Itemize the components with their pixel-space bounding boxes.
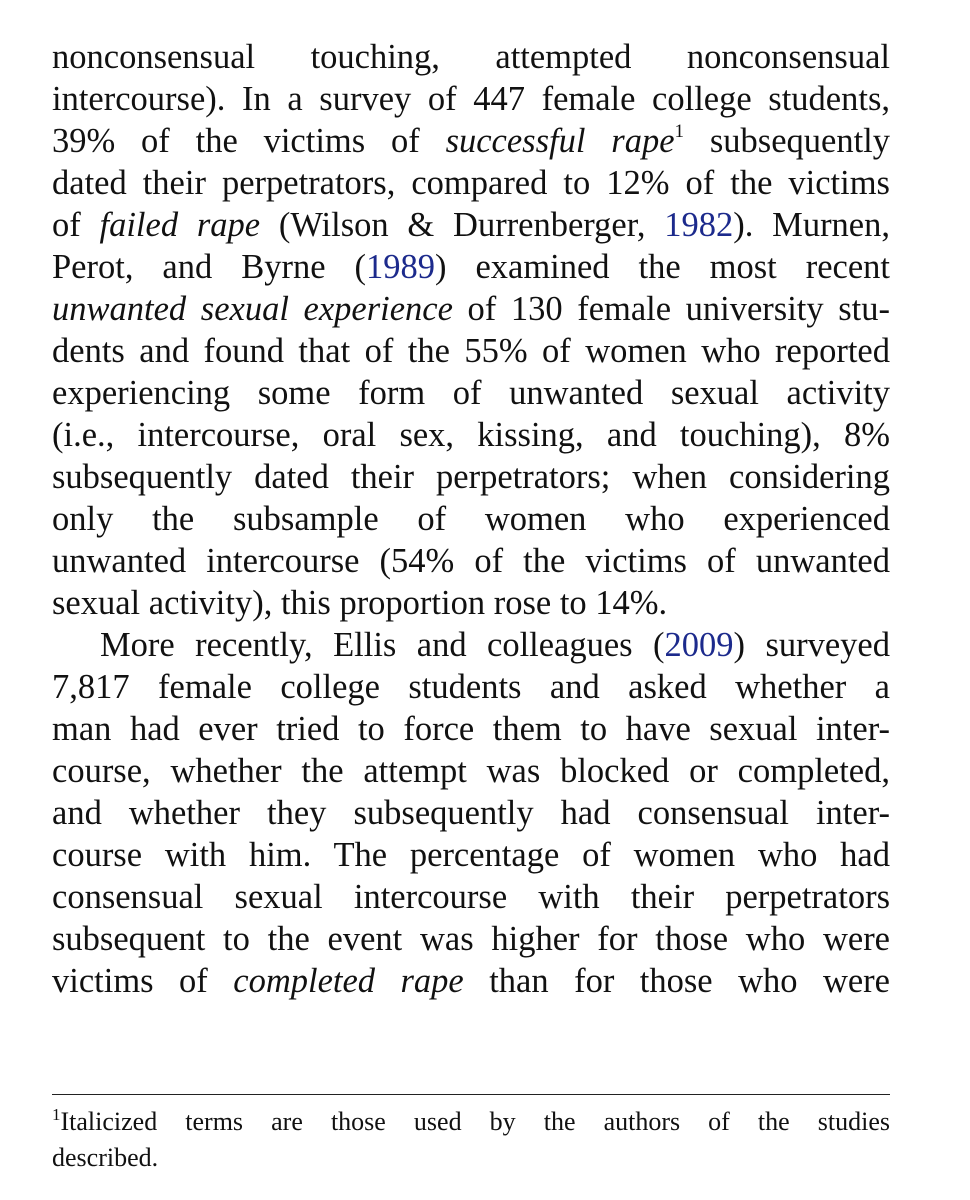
text-run: dents and found that of the 55% of women who reported — [52, 332, 890, 370]
citation-year-link[interactable]: 2009 — [664, 626, 734, 664]
italic-term: unwanted sexual experience — [52, 290, 453, 328]
text-line — [52, 78, 890, 120]
footnote — [52, 1104, 890, 1176]
text-line — [52, 792, 890, 834]
text-line — [52, 456, 890, 498]
text-line — [52, 834, 890, 876]
italic-term: successful rape — [445, 122, 675, 160]
text-run: subsequently — [684, 122, 890, 160]
text-run: than for those who were — [463, 962, 890, 1000]
text-line — [52, 162, 890, 204]
text-run: course with him. The percentage of women who had — [52, 836, 890, 874]
text-run: 39% of the victims of — [52, 122, 446, 160]
text-run: ) examined the most recent — [434, 248, 890, 286]
text-line — [52, 540, 890, 582]
text-line — [52, 372, 890, 414]
text-run: intercourse). In a survey of 447 female college students, — [52, 80, 890, 118]
text-run: ). Murnen, — [733, 206, 890, 244]
text-run: 7,817 female college students and asked whether a — [52, 668, 890, 706]
footnote-text: described. — [52, 1143, 159, 1172]
text-line — [52, 120, 890, 162]
text-run: subsequent to the event was higher for those who were — [52, 920, 890, 958]
text-run: experiencing some form of unwanted sexual activity — [52, 374, 890, 412]
text-run: course, whether the attempt was blocked or completed, — [52, 752, 890, 790]
text-line — [52, 750, 890, 792]
paragraph-first-line — [52, 624, 890, 666]
body-text — [52, 36, 890, 1002]
footnote-line — [52, 1140, 890, 1176]
footnote-reference[interactable]: 1 — [674, 121, 685, 142]
text-run: man had ever tried to force them to have sexual inter- — [52, 710, 890, 748]
text-line — [52, 876, 890, 918]
text-run: and whether they subsequently had consensual inter- — [52, 794, 890, 832]
text-line — [52, 582, 890, 624]
text-line — [52, 204, 890, 246]
citation-year-link[interactable]: 1982 — [664, 206, 734, 244]
text-run: of — [52, 206, 100, 244]
text-run: subsequently dated their perpetrators; when considering — [52, 458, 890, 496]
text-line — [52, 960, 890, 1002]
text-run: unwanted intercourse (54% of the victims of unwanted — [52, 542, 890, 580]
footnote-line — [52, 1104, 890, 1140]
text-line — [52, 36, 890, 78]
text-run: dated their perpetrators, compared to 12% of the victims — [52, 164, 890, 202]
footnote-divider — [52, 1094, 890, 1095]
text-line — [52, 288, 890, 330]
text-line — [52, 330, 890, 372]
text-run: Perot, and Byrne ( — [52, 248, 366, 286]
text-line — [52, 246, 890, 288]
text-line — [52, 708, 890, 750]
text-run: (Wilson & Durrenberger, — [260, 206, 665, 244]
text-run: ) surveyed — [733, 626, 890, 664]
text-line — [52, 666, 890, 708]
text-run: nonconsensual touching, attempted nonconsensual — [52, 38, 890, 76]
citation-year-link[interactable]: 1989 — [365, 248, 435, 286]
text-line — [52, 414, 890, 456]
footnote-text: Italicized terms are those used by the authors of the studies — [60, 1107, 890, 1136]
text-run: sexual activity), this proportion rose to 14%. — [52, 584, 668, 622]
text-line — [52, 498, 890, 540]
text-run: of 130 female university stu- — [452, 290, 891, 328]
text-run: (i.e., intercourse, oral sex, kissing, and touching), 8% — [52, 416, 890, 454]
text-run: victims of — [52, 962, 234, 1000]
text-run: consensual sexual intercourse with their perpetrators — [52, 878, 890, 916]
text-line — [52, 918, 890, 960]
footnote-marker: 1 — [52, 1105, 61, 1124]
italic-term: completed rape — [233, 962, 464, 1000]
text-run: only the subsample of women who experienced — [52, 500, 890, 538]
text-run: More recently, Ellis and colleagues ( — [100, 626, 665, 664]
italic-term: failed rape — [99, 206, 261, 244]
